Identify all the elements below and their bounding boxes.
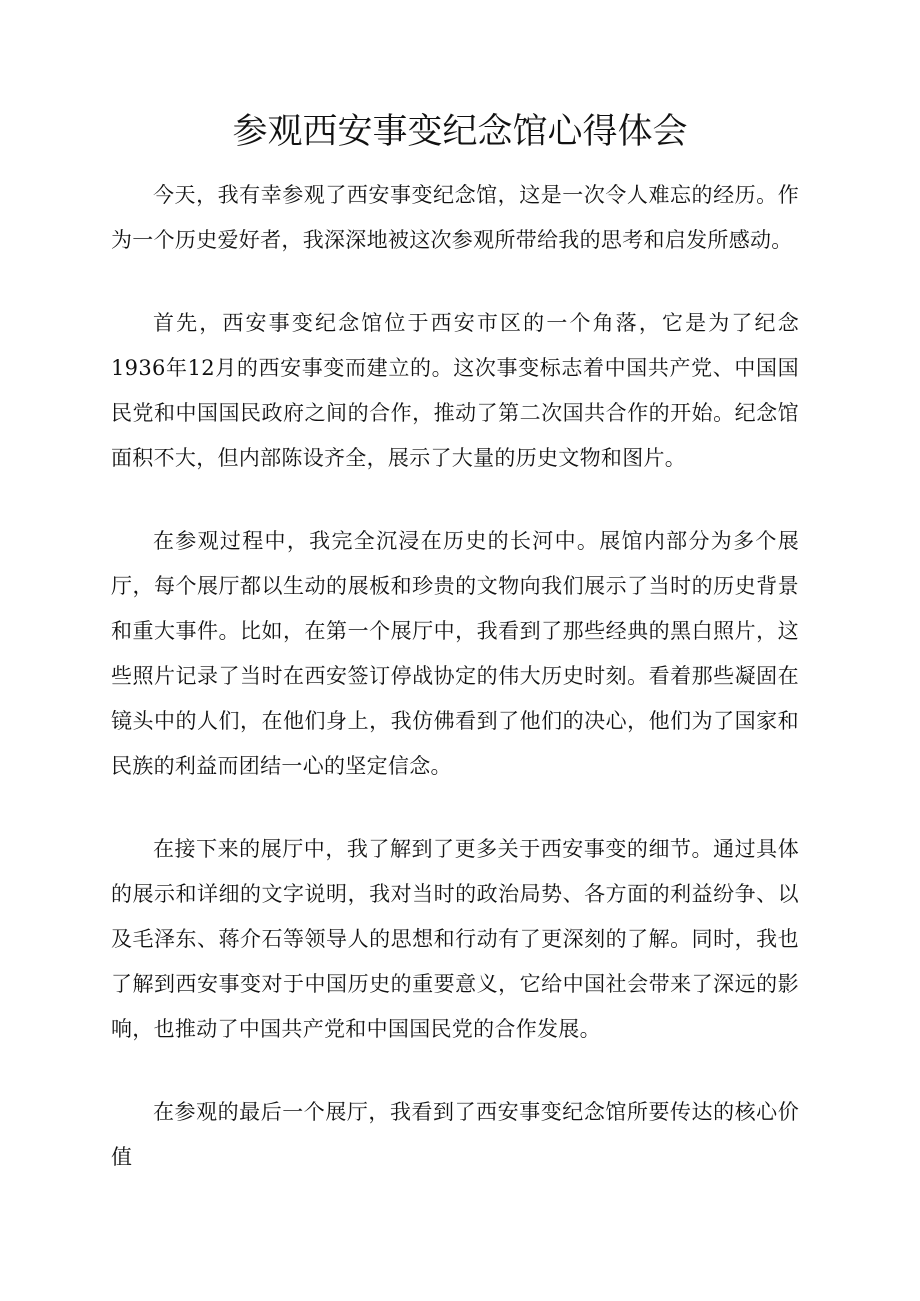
document-title: 参观西安事变纪念馆心得体会 (232, 112, 688, 152)
document-body (111, 173, 799, 1218)
paragraph-3: 在参观过程中，我完全沉浸在历史的长河中。展馆内部分为多个展厅，每个展厅都以生动的展板和珍贵的文物向我们展示了当时的历史背景和重大事件。比如，在第一个展厅中，我看到了那些经典的黑白照片，这些照片记录了当时在西安签订停战协定的伟大历史时刻。看着那些凝固在镜头中的人们，在他们身上，我仿佛看到了他们的决心，他们为了国家和民族的利益而团结一心的坚定信念。 (111, 529, 799, 778)
paragraph-5: 在参观的最后一个展厅，我看到了西安事变纪念馆所要传达的核心价值 (111, 1100, 799, 1169)
paragraph-1: 今天，我有幸参观了西安事变纪念馆，这是一次令人难忘的经历。作为一个历史爱好者，我深深地被这次参观所带给我的思考和启发所感动。 (111, 183, 799, 252)
paragraph-2: 首先，西安事变纪念馆位于西安市区的一个角落，它是为了纪念1936年12月的西安事变而建立的。这次事变标志着中国共产党、中国国民党和中国国民政府之间的合作，推动了第二次国共合作的开始。纪念馆面积不大，但内部陈设齐全，展示了大量的历史文物和图片。 (111, 311, 799, 470)
paragraph-4: 在接下来的展厅中，我了解到了更多关于西安事变的细节。通过具体的展示和详细的文字说明，我对当时的政治局势、各方面的利益纷争、以及毛泽东、蒋介石等领导人的思想和行动有了更深刻的了解。同时，我也了解到西安事变对于中国历史的重要意义，它给中国社会带来了深远的影响，也推动了中国共产党和中国国民党的合作发展。 (111, 837, 799, 1041)
